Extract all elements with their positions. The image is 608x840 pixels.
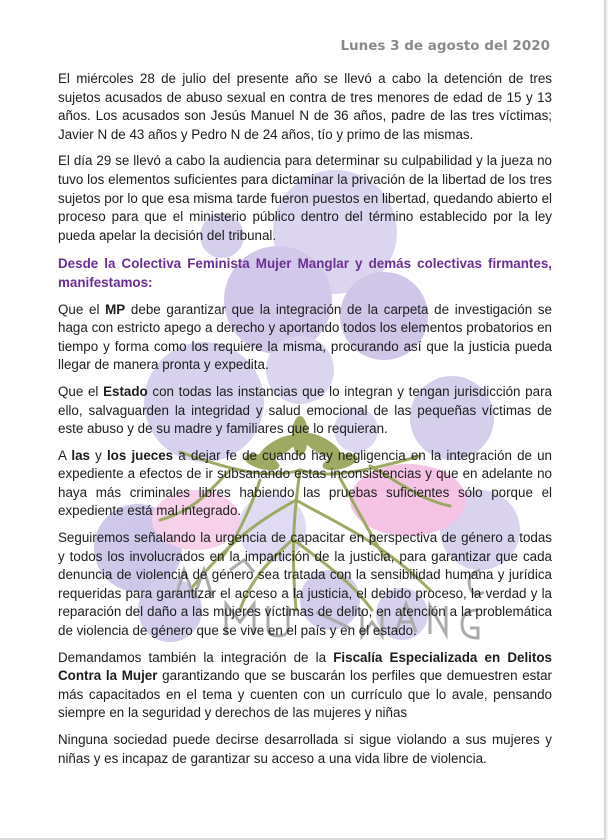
paragraph-text: con todas las instancias que lo integran y tengan jurisdicción para ello, salvaguarden la integridad y salud emocional de las pequeñas víctimas de este abuso y de su madre y familiares que lo requieran. bbox=[58, 383, 552, 437]
bold-term-mp: MP bbox=[105, 301, 126, 317]
bold-term-jueces: los jueces bbox=[106, 447, 174, 463]
paragraph-detention: El miércoles 28 de julio del presente año se llevó a cabo la detención de tres sujetos acusados de abuso sexual en contra de tres menores de edad de 15 y 13 años. Los acusados son Jesús Manuel N de 36 años, padre de las tres víctimas; Javier N de 43 años y Pedro N de 24 años, tío y primo de las mismas. bbox=[58, 71, 552, 142]
paragraph-text: garantizando que se buscarán los perfiles que demuestren estar más capacitados en el tema y cuenten con un currículo que lo avale, pensando siempre en la seguridad y derechos de las mujeres y niñas bbox=[58, 668, 553, 721]
paragraph-text: y bbox=[89, 447, 107, 463]
section-heading: Desde la Colectiva Feminista Mujer Manglar y demás colectivas firmantes, manifestamos: bbox=[58, 256, 552, 290]
document-body bbox=[58, 70, 552, 776]
bold-term-las: las bbox=[71, 447, 90, 463]
bold-term-fiscalia: Fiscalía Especializada en Delitos Contra la Mujer bbox=[58, 649, 552, 684]
bold-term-estado: Estado bbox=[103, 383, 148, 399]
paragraph-text: Que el bbox=[58, 383, 104, 399]
paragraph-closing: Ninguna sociedad puede decirse desarrollada si sigue violando a sus mujeres y niñas y es incapaz de garantizar su acceso a una vida libre de violencia. bbox=[58, 732, 552, 766]
paragraph-text: a dejar fe de cuando hay negligencia en la integración de un expediente a efectos de ir subsanando estas inconsistencias y que en adelante no haya más criminales libres habiendo las pruebas suficientes sólo porque el expediente está mal integrado. bbox=[58, 447, 552, 519]
paragraph-text: debe garantizar que la integración de la carpeta de investigación se haga con estricto apego a derecho y aportando todos los elementos probatorios en tiempo y forma como los requiere la misma, procurando así que la justicia pueda llegar de manera pronta y expedita. bbox=[58, 301, 552, 373]
paragraph-hearing: El día 29 se llevó a cabo la audiencia para determinar su culpabilidad y la jueza no tuvo los elementos suficientes para dictaminar la privación de la libertad de los tres sujetos por lo que esa misma tarde fueron puestos en libertad, quedando abierto el proceso para que el ministerio público dentro del término establecido por la ley pueda apelar la decisión del tribunal. bbox=[58, 153, 552, 243]
paragraph-mp-demand bbox=[58, 301, 552, 375]
paragraph-fiscalia-demand bbox=[58, 649, 552, 723]
paragraph-text: A bbox=[58, 447, 72, 463]
paragraph-text: Que el bbox=[58, 301, 106, 317]
paragraph-judges-demand bbox=[58, 447, 552, 521]
paragraph-state-demand bbox=[58, 383, 552, 439]
document-date: Lunes 3 de agosto del 2020 bbox=[340, 38, 550, 54]
paragraph-gender-training: Seguiremos señalando la urgencia de capacitar en perspectiva de género a todas y todos los involucrados en la impartición de la justicia, para garantizar que cada denuncia de violencia de género sea tratada con la sensibilidad humana y jurídica requeridas para garantizar el acceso a la justicia, el debido proceso, la verdad y la reparación del daño a las mujeres víctimas de delito, en atención a la problemática de violencia de género que se vive en el país y en el estado. bbox=[58, 530, 552, 639]
paragraph-text: Demandamos también la integración de la bbox=[58, 649, 334, 665]
